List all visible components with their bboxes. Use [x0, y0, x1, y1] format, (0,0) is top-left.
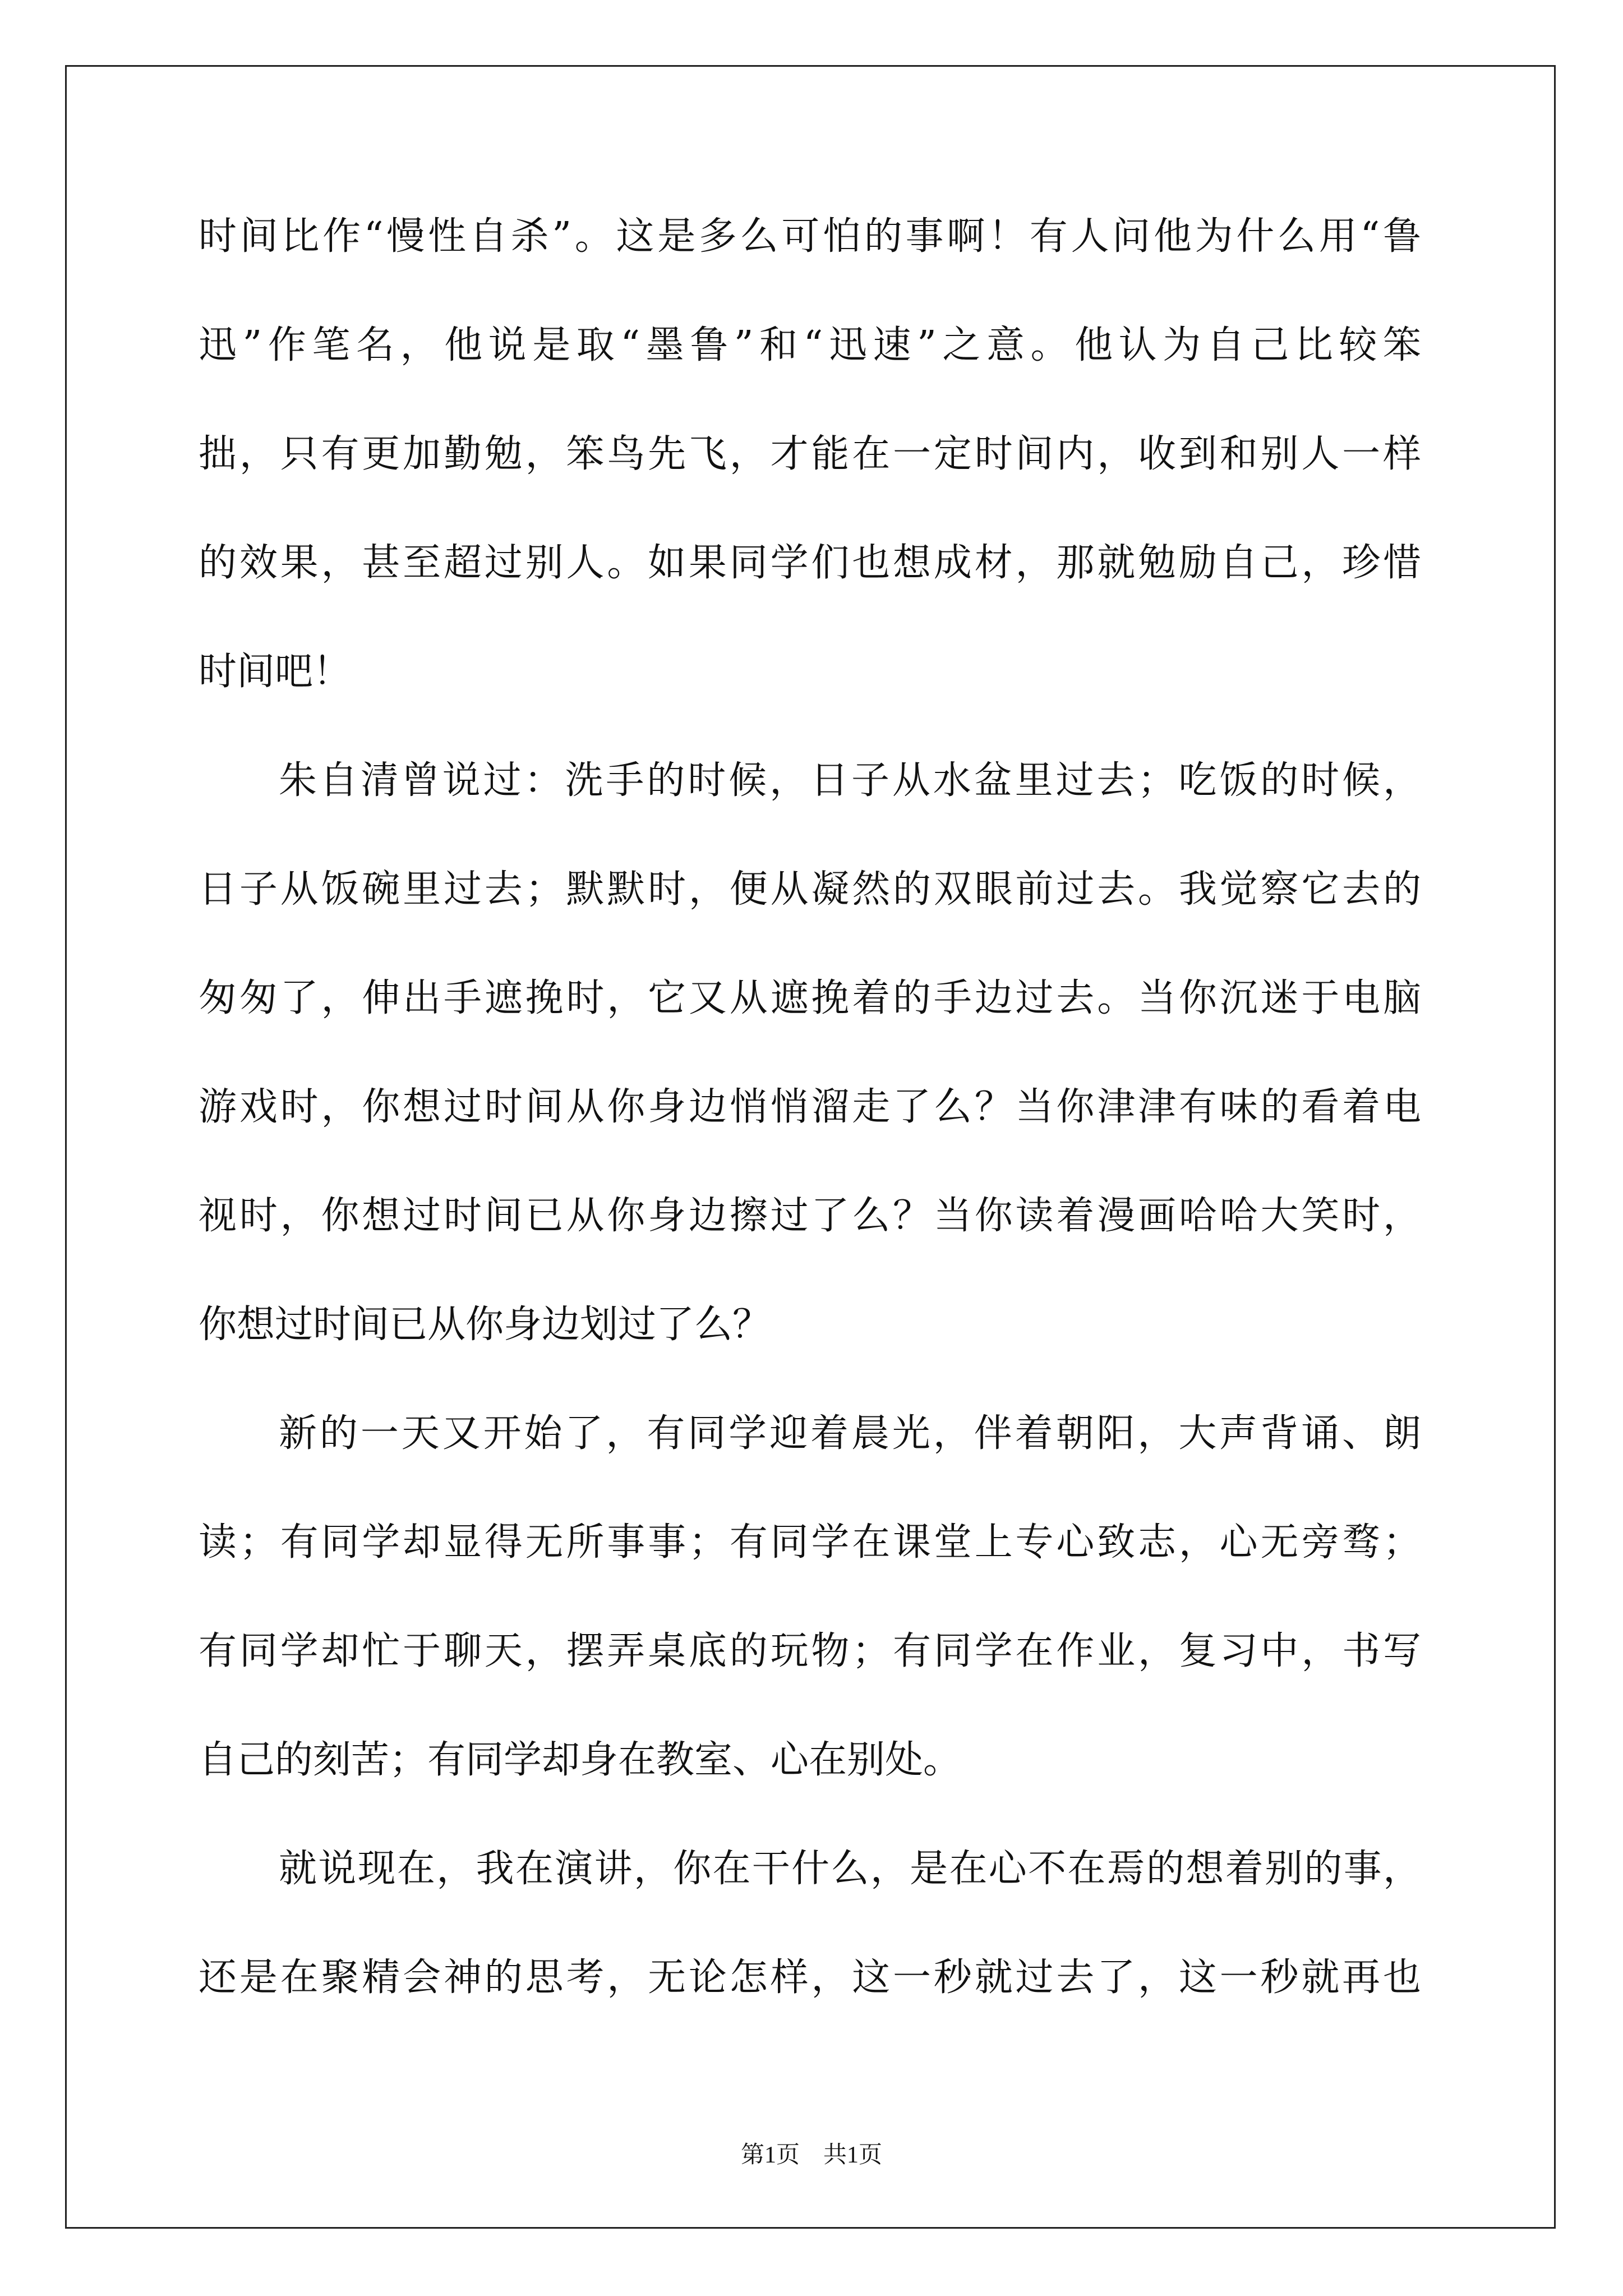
text-line-indented: 新的一天又开始了，有同学迎着晨光，伴着朝阳，大声背诵、朗	[279, 1411, 1421, 1456]
text-line: 读；有同学却显得无所事事；有同学在课堂上专心致志，心无旁骛；	[199, 1520, 1421, 1565]
text-line: 有同学却忙于聊天，摆弄桌底的玩物；有同学在作业，复习中，书写	[199, 1629, 1421, 1673]
text-line: 自己的刻苦；有同学却身在教室、心在别处。	[199, 1738, 962, 1782]
page-number: 第1页	[740, 2142, 800, 2168]
text-line: 日子从饭碗里过去；默默时，便从凝然的双眼前过去。我觉察它去的	[199, 867, 1421, 912]
page-footer	[0, 2142, 1623, 2169]
text-line-indented: 朱自清曾说过：洗手的时候，日子从水盆里过去；吃饭的时候，	[279, 758, 1421, 803]
text-line: 还是在聚精会神的思考，无论怎样，这一秒就过去了，这一秒就再也	[199, 1955, 1421, 2000]
text-line: 时间吧！	[199, 650, 352, 694]
page-total: 共1页	[823, 2142, 883, 2168]
text-line: 的效果，甚至超过别人。如果同学们也想成材，那就勉励自己，珍惜	[199, 541, 1421, 585]
text-line: 匆匆了，伸出手遮挽时，它又从遮挽着的手边过去。当你沉迷于电脑	[199, 976, 1421, 1020]
text-line: 视时，你想过时间已从你身边擦过了么？当你读着漫画哈哈大笑时，	[199, 1194, 1421, 1238]
text-line: 拙，只有更加勤勉，笨鸟先飞，才能在一定时间内，收到和别人一样	[199, 432, 1421, 476]
text-line: 时间比作“慢性自杀”。这是多么可怕的事啊！有人问他为什么用“鲁	[199, 214, 1421, 259]
text-line: 你想过时间已从你身边划过了么？	[199, 1303, 771, 1347]
text-line-indented: 就说现在，我在演讲，你在干什么，是在心不在焉的想着别的事，	[279, 1847, 1421, 1891]
text-line: 迅”作笔名，他说是取“墨鲁”和“迅速”之意。他认为自己比较笨	[199, 323, 1421, 367]
text-line: 游戏时，你想过时间从你身边悄悄溜走了么？当你津津有味的看着电	[199, 1085, 1421, 1129]
document-body	[199, 214, 1421, 2068]
